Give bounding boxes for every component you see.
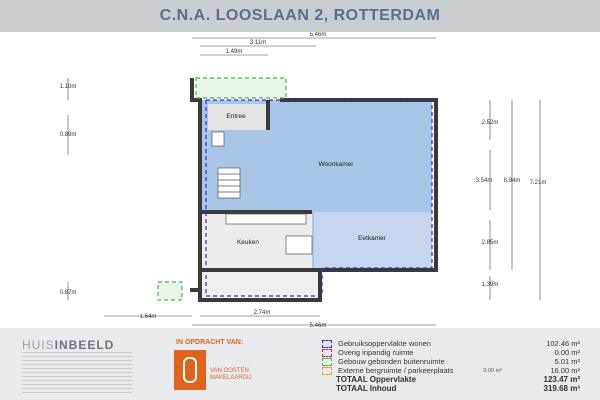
room-label-keuken: Keuken	[236, 239, 260, 246]
dim-right-f: 1.39m	[481, 282, 499, 288]
dim-top-total: 5.46m	[309, 32, 327, 38]
dim-bottom-total: 5.46m	[309, 323, 327, 328]
dim-left-mid: 0.89m	[59, 132, 77, 138]
balcony-bottom	[158, 282, 182, 300]
legend-value: 16.00 m²	[550, 366, 580, 375]
area-legend	[322, 339, 580, 393]
balcony-top	[196, 78, 286, 98]
dim-right-a: 2.52m	[481, 120, 499, 126]
legend-row	[322, 348, 580, 357]
brand-bold: INBEELD	[54, 338, 115, 352]
room-label-entree: Entree	[226, 113, 246, 120]
legend-swatch	[322, 358, 332, 366]
legend-label: Gebruiksoppervlakte wonen	[338, 339, 431, 348]
agency-line-2: MAKELAARDIJ	[210, 375, 252, 381]
kitchen-counter	[226, 214, 306, 224]
legend-label: Overig inpandig ruimte	[338, 348, 414, 357]
legend-label: Externe bergruimte / parkeerplaats	[338, 366, 454, 375]
stairs	[218, 168, 240, 198]
agency-name	[210, 368, 252, 382]
total-label: TOTAAL Oppervlakte	[336, 375, 417, 384]
legend-swatch	[322, 349, 332, 357]
title-bar	[0, 0, 600, 32]
legend-row	[322, 357, 580, 366]
total-value: 123.47 m²	[543, 375, 580, 384]
legend-value: 102.46 m²	[546, 339, 580, 348]
floor-plan	[0, 32, 600, 328]
bottom-strip-fill	[200, 270, 320, 300]
legend-value: 0.00 m²	[554, 348, 580, 357]
commission-label: IN OPDRACHT VAN:	[176, 339, 244, 346]
page-title: C.N.A. LOOSLAAN 2, ROTTERDAM	[159, 7, 441, 24]
brand-logo	[22, 338, 114, 352]
total-label: TOTAAL Inhoud	[336, 384, 397, 393]
legend-value: 5.01 m²	[554, 357, 580, 366]
legend-label: Gebouw gebonden buitenruimte	[338, 357, 445, 366]
dim-left-top: 1.10m	[59, 84, 77, 90]
agency-logo-icon	[174, 350, 206, 390]
legend-row	[322, 339, 580, 348]
agency-line-1: VAN OOSTEN	[210, 368, 249, 374]
dim-left-bottom: 0.87m	[59, 290, 77, 296]
dim-bottom-left: 1.64m	[139, 314, 157, 320]
dim-right-b: 3.54m	[475, 178, 493, 184]
dim-top-small: 1.49m	[225, 49, 243, 55]
dim-right-e: 2.85m	[481, 240, 499, 246]
legend-swatch	[322, 340, 332, 348]
total-row	[322, 384, 580, 393]
legend-note: 0.00 m²	[483, 367, 502, 374]
legend-swatch	[322, 367, 332, 375]
total-value: 319.68 m³	[543, 384, 580, 393]
dim-right-c: 8.94m	[503, 178, 521, 184]
dim-bottom-mid: 2.74m	[253, 310, 271, 316]
kitchen-island	[286, 236, 312, 254]
toilet	[212, 132, 224, 146]
room-label-woonkamer: Woonkamer	[318, 161, 354, 168]
brand-light: HUIS	[22, 338, 55, 352]
disclaimer-text	[22, 352, 132, 394]
total-row	[322, 375, 580, 384]
room-label-eetkamer: Eetkamer	[358, 235, 386, 242]
dim-top-mid: 3.11m	[249, 40, 267, 46]
dim-right-d: 7.21m	[529, 180, 547, 186]
legend-row	[322, 366, 580, 375]
